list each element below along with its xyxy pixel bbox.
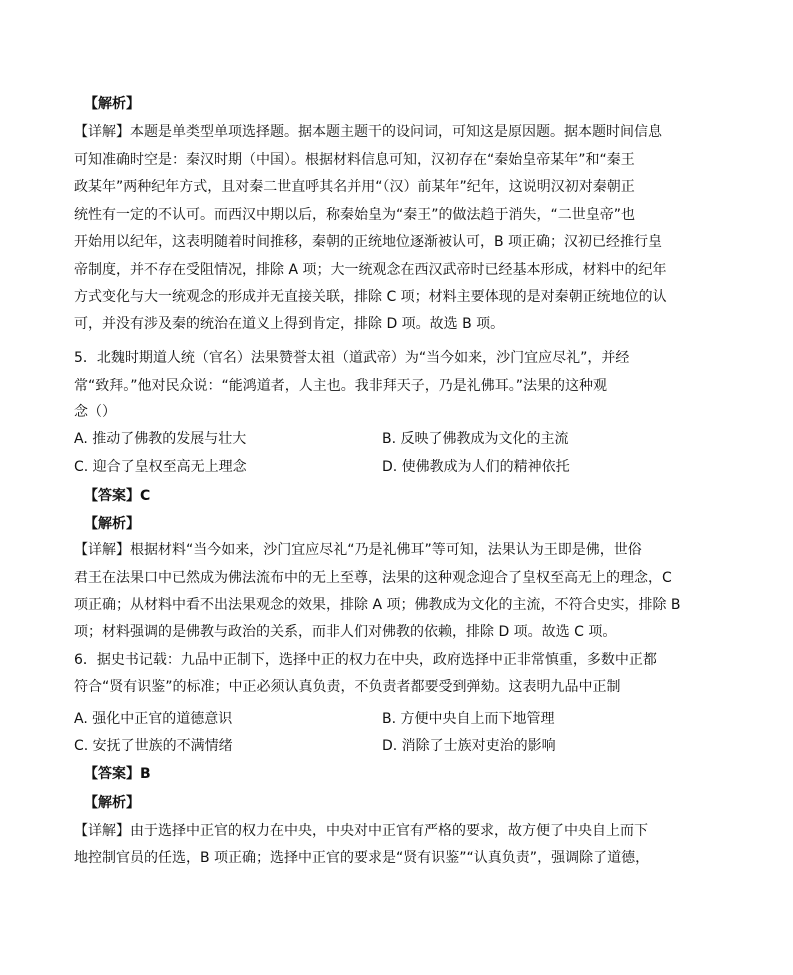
- detail-line: 【详解】本题是单类型单项选择题。据本题主题干的设问词，可知这是原因题。据本题时间信息: [74, 124, 662, 140]
- option-b: B. 反映了佛教成为文化的主流: [382, 431, 569, 447]
- analysis-label: 【解析】: [84, 516, 140, 532]
- question-6-stem: 符合“贤有识鉴”的标准；中正必须认真负责，不负责者都要受到弹劾。这表明九品中正制: [74, 679, 621, 695]
- detail-line: 政某年”两种纪年方式，且对秦二世直呼其名并用“（汉）前某年”纪年，这说明汉初对秦朝正: [74, 179, 635, 195]
- question-5-options-row: [74, 429, 734, 449]
- option-d: D. 使佛教成为人们的精神依托: [382, 459, 570, 475]
- analysis-label: 【解析】: [84, 96, 140, 112]
- detail-line: 君王在法果口中已然成为佛法流布中的无上至尊，法果的这种观念迎合了皇权至高无上的理念，C: [74, 570, 672, 586]
- question-6-options-row: [74, 736, 734, 756]
- detail-line: 帝制度，并不存在受阻情况，排除 A 项；大一统观念在西汉武帝时已经基本形成，材料中的纪年: [74, 262, 667, 278]
- question-6-options-row: [74, 709, 734, 729]
- detail-line: 方式变化与大一统观念的形成并无直接关联，排除 C 项；材料主要体现的是对秦朝正统地位的认: [74, 289, 667, 305]
- question-5-options-row: [74, 457, 734, 477]
- question-6-stem: 6．据史书记载：九品中正制下，选择中正的权力在中央，政府选择中正非常慎重，多数中正都: [74, 652, 657, 668]
- detail-line: 可，并没有涉及秦的统治在道义上得到肯定，排除 D 项。故选 B 项。: [74, 316, 505, 332]
- detail-line: 开始用以纪年，这表明随着时间推移，秦朝的正统地位逐渐被认可，B 项正确；汉初已经推行皇: [74, 234, 663, 250]
- detail-line: 项；材料强调的是佛教与政治的关系，而非人们对佛教的依赖，排除 D 项。故选 C 项。: [74, 624, 617, 640]
- detail-line: 【详解】由于选择中正官的权力在中央，中央对中正官有严格的要求，故方便了中央自上而下: [74, 823, 648, 839]
- detail-line: 地控制官员的任选，B 项正确；选择中正官的要求是“贤有识鉴”“认真负责”，强调除了道德，: [74, 850, 650, 866]
- option-a: A. 强化中正官的道德意识: [74, 711, 233, 727]
- question-5-stem: 常“致拜。”他对民众说：“能鸿道者，人主也。我非拜天子，乃是礼佛耳。”法果的这种观: [74, 378, 608, 394]
- detail-line: 可知准确时空是：秦汉时期（中国）。根据材料信息可知，汉初存在“秦始皇帝某年”和“秦王: [74, 152, 635, 168]
- detail-line: 统性有一定的不认可。而西汉中期以后，称秦始皇为“秦王”的做法趋于消失，“二世皇帝”也: [74, 207, 636, 223]
- option-a: A. 推动了佛教的发展与壮大: [74, 431, 247, 447]
- question-5-stem: 念（）: [74, 404, 116, 420]
- option-b: B. 方便中央自上而下地管理: [382, 711, 555, 727]
- option-c: C. 迎合了皇权至高无上理念: [74, 459, 247, 475]
- detail-line: 【详解】根据材料“当今如来，沙门宜应尽礼“乃是礼佛耳”等可知，法果认为王即是佛，世俗: [74, 542, 642, 558]
- question-5-stem: 5．北魏时期道人统（官名）法果赞誉太祖（道武帝）为“当今如来，沙门宜应尽礼”，并经: [74, 350, 630, 366]
- option-d: D. 消除了士族对吏治的影响: [382, 738, 556, 754]
- option-c: C. 安抚了世族的不满情绪: [74, 738, 233, 754]
- analysis-label: 【解析】: [84, 795, 140, 811]
- answer-label: 【答案】C: [84, 488, 151, 504]
- detail-line: 项正确；从材料中看不出法果观念的效果，排除 A 项；佛教成为文化的主流，不符合史实，排除 B: [74, 597, 681, 613]
- answer-label: 【答案】B: [84, 766, 151, 782]
